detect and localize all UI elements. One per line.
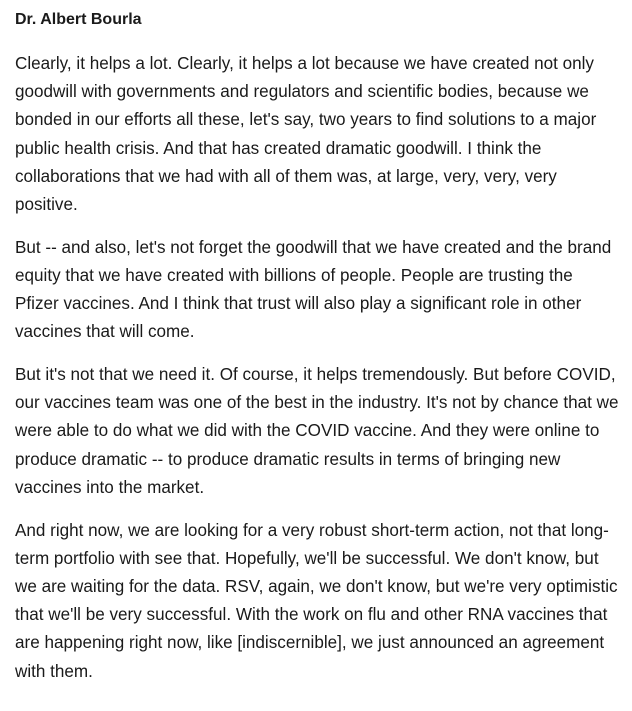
transcript-paragraph: But -- and also, let's not forget the goodwill that we have created and the brand equity that we have created with billions of people. People are trusting the Pfizer vaccines. And I think that trust will also play a significant role in other vaccines that will come. [15,237,612,342]
transcript-section [15,0,620,686]
transcript-paragraph: Clearly, it helps a lot. Clearly, it helps a lot because we have created not only goodwill with governments and regulators and scientific bodies, because we bonded in our efforts all these, let's say, two years to find solutions to a major public health crisis. And that has created dramatic goodwill. I think the collaborations that we had with all of them was, at large, very, very, very positive. [15,54,597,215]
transcript-paragraph: But it's not that we need it. Of course, it helps tremendously. But before COVID, our vaccines team was one of the best in the industry. It's not by chance that we were able to do what we did with the COVID vaccine. And they were online to produce dramatic -- to produce dramatic results in terms of bringing new vaccines into the market. [15,365,619,497]
transcript-paragraph: And right now, we are looking for a very robust short-term action, not that long-term portfolio with see that. Hopefully, we'll be successful. We don't know, but we are waiting for the data. RSV, again, we don't know, but we're very optimistic that we'll be very successful. With the work on flu and other RNA vaccines that are happening right now, like [indiscernible], we just announced an agreement with them. [15,520,618,681]
speaker-name: Dr. Albert Bourla [15,11,142,28]
